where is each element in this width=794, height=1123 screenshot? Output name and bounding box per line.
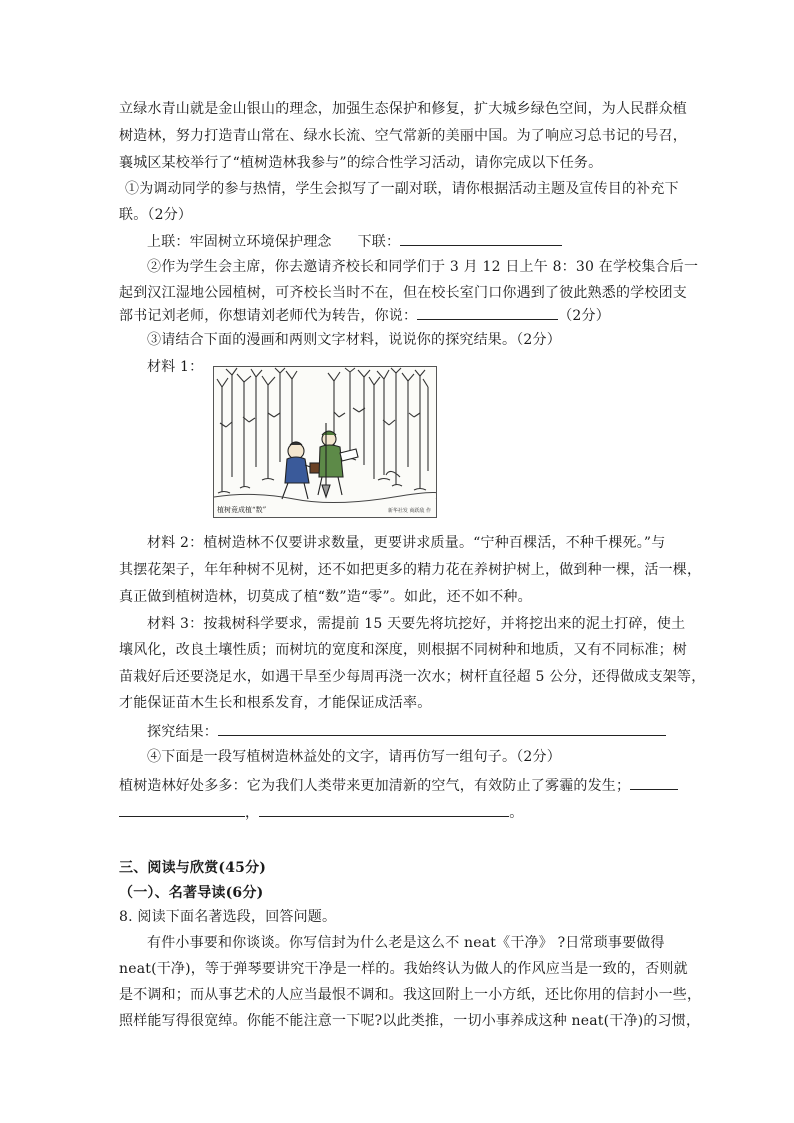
- question-4: ④下面是一段写植树造林益处的文字，请再仿写一组句子。（2分）: [147, 749, 561, 765]
- passage-line-4: 照样能写得很宽绰。你能不能注意一下呢?以此类推，一切小事养成这种 neat(干净)的习惯，: [119, 1013, 701, 1029]
- material-2-line-3: 真正做到植树造林，切莫成了植“数”造“零”。如此，还不如不种。: [119, 589, 532, 605]
- question-1-line-2: 联。（2分）: [119, 207, 193, 223]
- material-3-line-3: 苗栽好后还要浇足水，如遇干旱至少每周再浇一次水；树杆直径超 5 公分，还得做成支架等，: [119, 669, 706, 685]
- passage-line-3: 是不调和；而从事艺术的人应当最恨不调和。我这回附上一小方纸，还比你用的信封小一些，: [119, 987, 702, 1003]
- material-3-line-4: 才能保证苗木生长和根系发育，才能保证成活率。: [119, 695, 432, 711]
- question-4-blanks: [119, 802, 679, 823]
- material-3-line-1: 材料 3：按栽树科学要求，需提前 15 天要先将坑挖好，并将挖出来的泥土打碎，使土: [147, 616, 686, 632]
- question-2-line-1: ②作为学生会主席，你去邀请齐校长和同学们于 3 月 12 日上午 8：30 在学校集合后一: [147, 259, 699, 275]
- intro-line-3: 襄城区某校举行了“植树造林我参与”的综合性学习活动，请你完成以下任务。: [119, 155, 603, 171]
- intro-line-1: 立绿水青山就是金山银山的理念，加强生态保护和修复，扩大城乡绿色空间，为人民群众植: [119, 101, 687, 117]
- comma: ，: [245, 805, 260, 821]
- cartoon-credit: 新华社发 商跃敌 作: [387, 508, 431, 514]
- question-4-example: [119, 775, 679, 796]
- couplet-lower-label: 下联：: [357, 234, 401, 250]
- question-2-answer-blank[interactable]: [417, 305, 558, 320]
- material-2-line-1: 材料 2：植树造林不仅要讲求数量，更要讲求质量。“宁种百棵活，不种千棵死。”与: [147, 535, 666, 551]
- couplet-answer-blank[interactable]: [400, 231, 562, 246]
- intro-line-2: 树造林，努力打造青山常在、绿水长流、空气常新的美丽中国。为了响应习总书记的号召，: [119, 128, 687, 144]
- question-1-line-1: ①为调动同学的参与热情，学生会拟写了一副对联，请你根据活动主题及宣传目的补充下: [125, 181, 679, 197]
- question-2-line-3: [119, 305, 679, 326]
- question-4-sentence: 植树造林好处多多：它为我们人类带来更加清新的空气，有效防止了雾霾的发生；: [119, 778, 631, 794]
- section-3-1-heading: （一）、名著导读(6分): [119, 885, 264, 901]
- question-4-blank-a[interactable]: [630, 775, 678, 790]
- cartoon-tree-planting-illustration-icon: [214, 367, 436, 517]
- material-2-line-2: 其摆花架子，年年种树不见树，还不如把更多的精力花在养树护树上，做到种一棵，活一棵，: [119, 562, 702, 578]
- section-3-heading: 三、阅读与欣赏(45分): [119, 860, 267, 876]
- cartoon-caption: 植树竟成植“数”: [217, 506, 267, 514]
- question-4-blank-b[interactable]: [119, 802, 245, 817]
- result-answer-blank[interactable]: [218, 721, 666, 736]
- period: 。: [509, 805, 524, 821]
- question-3: ③请结合下面的漫画和两则文字材料，说说你的探究结果。（2分）: [147, 332, 561, 348]
- result-label: 探究结果：: [147, 724, 218, 740]
- passage-line-1: 有件小事要和你谈谈。你写信封为什么老是这么不 neat《干净》 ?日常琐事要做得: [147, 935, 665, 951]
- couplet-upper: 上联：牢固树立环境保护理念: [147, 234, 332, 250]
- material-1-label: 材料 1：: [147, 359, 204, 375]
- material-3-line-2: 壤风化，改良土壤性质；而树坑的宽度和深度，则根据不同树种和地质，又有不同标准；树: [119, 642, 687, 658]
- question-8: 8. 阅读下面名著选段，回答问题。: [119, 909, 337, 925]
- question-2-score: （2分）: [558, 308, 610, 324]
- cartoon-image: [213, 366, 437, 518]
- passage-line-2: neat(干净)，等于弹琴要讲究干净是一样的。我始终认为做人的作风应当是一致的，否则就: [119, 961, 688, 977]
- couplet-row: [147, 231, 707, 252]
- result-row: [147, 721, 707, 742]
- question-4-blank-c[interactable]: [259, 802, 509, 817]
- question-2-line-2: 起到汉江湿地公园植树，可齐校长当时不在，但在校长室门口你遇到了彼此熟悉的学校团支: [119, 285, 687, 301]
- question-2-prompt: 部书记刘老师，你想请刘老师代为转告，你说：: [119, 308, 418, 324]
